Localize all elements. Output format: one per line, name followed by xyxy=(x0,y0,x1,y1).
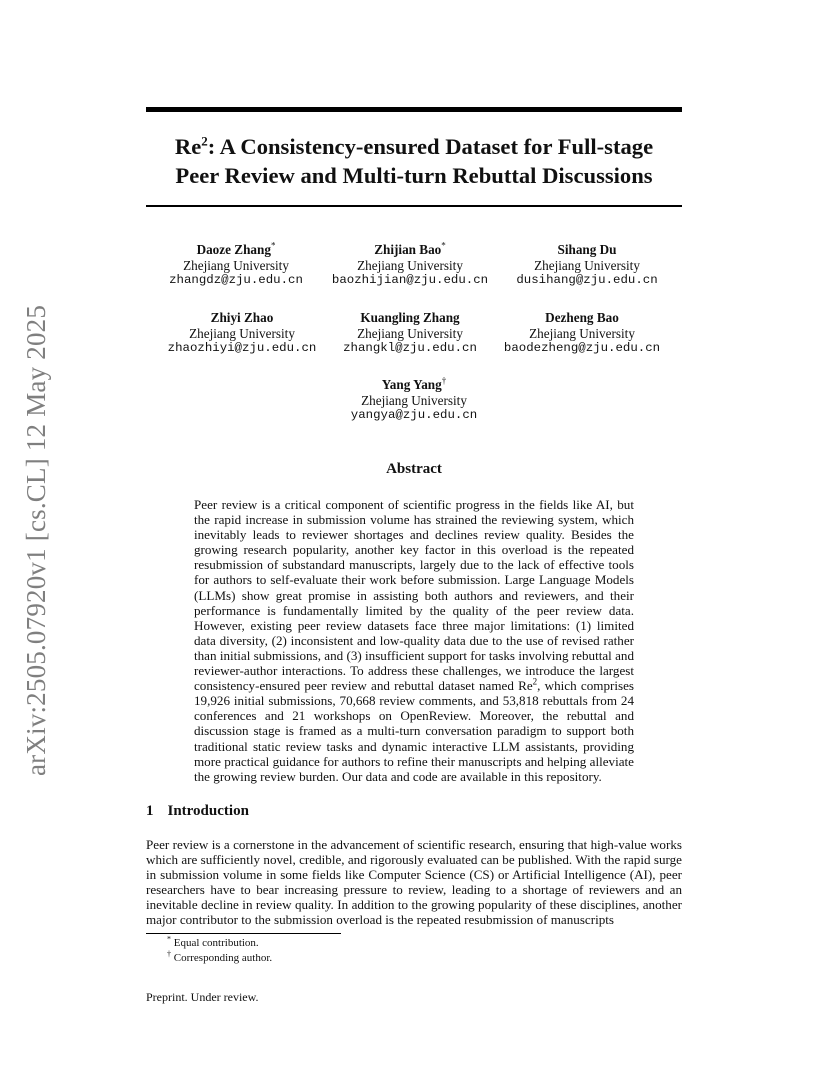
author-block xyxy=(136,242,336,289)
author-block xyxy=(310,242,510,289)
author-name: Yang Yang† xyxy=(381,375,447,392)
author-email[interactable]: zhaozhiyi@zju.edu.cn xyxy=(167,341,317,356)
author-affiliation: Zhejiang University xyxy=(357,325,463,341)
title-prefix: Re xyxy=(174,134,202,159)
author-email[interactable]: baozhijian@zju.edu.cn xyxy=(331,273,489,288)
footnote-rule xyxy=(146,933,341,934)
author-block xyxy=(310,310,510,357)
author-name: Daoze Zhang* xyxy=(196,240,276,257)
author-email[interactable]: dusihang@zju.edu.cn xyxy=(516,273,658,288)
preprint-note: Preprint. Under review. xyxy=(146,990,259,1004)
author-name: Sihang Du xyxy=(557,242,617,257)
author-affiliation: Zhejiang University xyxy=(361,392,467,408)
section-heading-introduction xyxy=(146,803,249,820)
author-affiliation: Zhejiang University xyxy=(357,257,463,273)
title-top-rule xyxy=(146,107,682,112)
section-title: Introduction xyxy=(167,803,249,819)
author-name: Zhiyi Zhao xyxy=(210,310,274,325)
author-name: Zhijian Bao* xyxy=(374,240,446,257)
title-superscript: 2 xyxy=(201,133,208,149)
author-email[interactable]: baodezheng@zju.edu.cn xyxy=(503,341,661,356)
arxiv-identifier-stamp: arXiv:2505.07920v1 [cs.CL] 12 May 2025 xyxy=(21,304,51,776)
footnote-equal-contribution: * Equal contribution. xyxy=(167,934,259,949)
author-affiliation: Zhejiang University xyxy=(183,257,289,273)
title-line-1: : A Consistency-ensured Dataset for Full-stage xyxy=(207,134,654,159)
author-email[interactable]: yangya@zju.edu.cn xyxy=(350,408,478,423)
author-affiliation: Zhejiang University xyxy=(534,257,640,273)
title-line-2: Peer Review and Multi-turn Rebuttal Discussions xyxy=(175,163,653,188)
paper-title xyxy=(146,132,682,190)
author-email[interactable]: zhangkl@zju.edu.cn xyxy=(343,341,477,356)
introduction-text: Peer review is a cornerstone in the advancement of scientific research, ensuring that high-value works which are sufficiently novel, credible, and rigorously evaluated can be published. With the rapid surge in submission volume in some fields like Computer Science (CS) or Artificial Intelligence (AI), peer researchers have to bear increasing pressure to review, leading to a shortage of reviewers and an inevitable decline in review quality. In addition to the growing popularity of these disciplines, another major contributor to the submission overload is the repeated resubmission of manuscripts xyxy=(146,837,682,928)
footnote-corresponding-author: † Corresponding author. xyxy=(167,949,273,964)
author-email[interactable]: zhangdz@zju.edu.cn xyxy=(169,273,303,288)
section-number: 1 xyxy=(146,803,154,819)
abstract-text: Peer review is a critical component of scientific progress in the fields like AI, but the rapid increase in submission volume has strained the reviewing system, which inevitably leads to reviewer shortages and declines review quality. Besides the growing research popularity, another key factor in this overload is the repeated resubmission of substandard manuscripts, largely due to the lack of effective tools for authors to self-evaluate their work before submission. Large Language Models (LLMs) show great promise in assisting both authors and reviewers, and their performance is fundamentally limited by the quality of the peer review data. However, existing peer review datasets face three major limitations: (1) limited data diversity, (2) inconsistent and low-quality data due to the use of revised rather than initial submissions, and (3) insufficient support for tasks involving rebuttal and reviewer-author interactions. To address these challenges, we introduce the largest consistency-ensured peer review and rebuttal dataset named Re$^2$, which comprises 19,926 initial submissions, 70,668 review comments, and 53,818 rebuttals from 24 conferences and 21 workshops on OpenReview. Moreover, the rebuttal and discussion stage is framed as a multi-turn conversation paradigm to support both traditional static review tasks and dynamic interactive LLM assistants, providing more practical guidance for authors to refine their manuscripts and helping alleviate the growing review burden. Our data and code are available in this repository. xyxy=(194,497,634,784)
author-block xyxy=(314,377,514,424)
author-affiliation: Zhejiang University xyxy=(529,325,635,341)
abstract-heading: Abstract xyxy=(386,461,442,477)
author-block xyxy=(487,242,687,289)
title-bottom-rule xyxy=(146,205,682,207)
author-affiliation: Zhejiang University xyxy=(189,325,295,341)
author-block xyxy=(482,310,682,357)
author-name: Kuangling Zhang xyxy=(360,310,460,325)
author-name: Dezheng Bao xyxy=(545,310,619,325)
